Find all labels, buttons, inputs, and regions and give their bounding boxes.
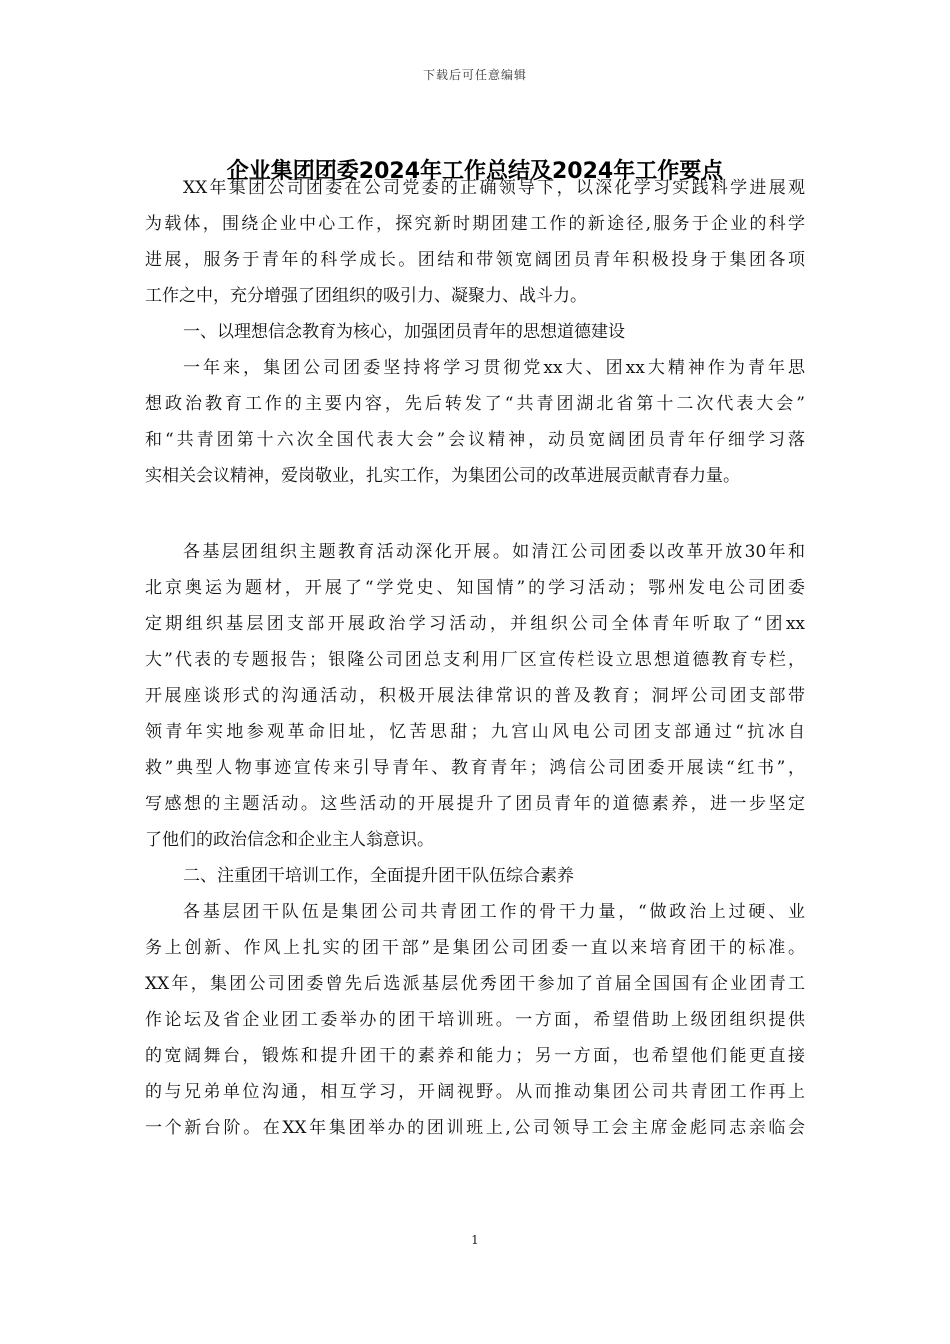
- body-text-line: XX年，集团公司团委曾先后选派基层优秀团干参加了首届全国国有企业团青工: [145, 974, 805, 994]
- body-text-line: 大”代表的专题报告；银隆公司团总支利用厂区宣传栏设立思想道德教育专栏，: [145, 650, 805, 670]
- page-number: 1: [471, 1233, 479, 1247]
- body-text-line: 了他们的政治信念和企业主人翁意识。: [145, 830, 434, 850]
- body-text-line: 二、注重团干培训工作，全面提升团干队伍综合素养: [183, 866, 574, 886]
- body-text-line: 一年来，集团公司团委坚持将学习贯彻党xx大、团xx大精神作为青年思: [183, 358, 805, 378]
- body-text-line: 定期组织基层团支部开展政治学习活动，并组织公司全体青年听取了“团xx: [145, 614, 805, 634]
- body-text-line: 北京奥运为题材，开展了“学党史、知国情”的学习活动；鄂州发电公司团委: [145, 578, 805, 598]
- body-text-line: 工作之中，充分增强了团组织的吸引力、凝聚力、战斗力。: [145, 286, 587, 306]
- body-text-line: 的宽阔舞台，锻炼和提升团干的素养和能力；另一方面，也希望他们能更直接: [145, 1046, 805, 1066]
- document-title: 企业集团团委2024年工作总结及2024年工作要点: [226, 159, 724, 184]
- body-text-line: 进展，服务于青年的科学成长。团结和带领宽阔团员青年积极投身于集团各项: [145, 250, 805, 270]
- body-text-line: 作论坛及省企业团工委举办的团干培训班。一方面，希望借助上级团组织提供: [145, 1010, 805, 1030]
- body-text-line: 为载体，围绕企业中心工作，探究新时期团建工作的新途径,服务于企业的科学: [145, 214, 805, 234]
- body-text-line: 和“共青团第十六次全国代表大会”会议精神，动员宽阔团员青年仔细学习落: [145, 430, 805, 450]
- body-text-line: 各基层团干队伍是集团公司共青团工作的骨干力量，“做政治上过硬、业: [183, 902, 805, 922]
- body-text-line: 领青年实地参观革命旧址，忆苦思甜；九宫山风电公司团支部通过“抗冰自: [145, 722, 805, 742]
- body-text-line: 一个新台阶。在XX年集团举办的团训班上,公司领导工会主席金彪同志亲临会: [145, 1118, 805, 1138]
- body-text-line: 开展座谈形式的沟通活动，积极开展法律常识的普及教育；洞坪公司团支部带: [145, 686, 805, 706]
- body-text-line: 一、以理想信念教育为核心，加强团员青年的思想道德建设: [183, 322, 625, 342]
- body-text-line: 实相关会议精神，爱岗敬业，扎实工作，为集团公司的改革进展贡献青春力量。: [145, 466, 740, 486]
- page-header: 下载后可任意编辑: [422, 68, 527, 82]
- body-text-line: 务上创新、作风上扎实的团干部”是集团公司团委一直以来培育团干的标准。: [145, 938, 805, 958]
- body-text-line: 想政治教育工作的主要内容，先后转发了“共青团湖北省第十二次代表大会”: [145, 394, 805, 414]
- body-text-line: 救”典型人物事迹宣传来引导青年、教育青年；鸿信公司团委开展读“红书”，: [145, 758, 805, 778]
- body-text-line: XX年集团公司团委在公司党委的正确领导下，以深化学习实践科学进展观: [183, 178, 805, 198]
- body-text-line: 的与兄弟单位沟通，相互学习，开阔视野。从而推动集团公司共青团工作再上: [145, 1082, 805, 1102]
- body-text-line: 写感想的主题活动。这些活动的开展提升了团员青年的道德素养，进一步坚定: [145, 794, 805, 814]
- body-text-line: 各基层团组织主题教育活动深化开展。如清江公司团委以改革开放30年和: [183, 542, 805, 562]
